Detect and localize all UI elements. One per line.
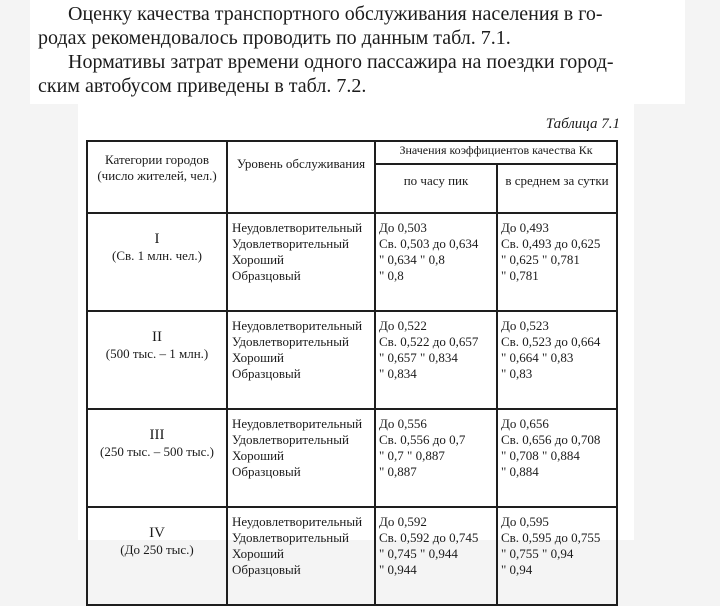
level-cell [227,311,375,409]
header-level: Уровень обслуживания [227,141,375,213]
daily-value: До 0,523 [501,318,549,333]
daily-value: Св. 0,523 до 0,664 [501,334,601,349]
header-peak: по часу пик [375,164,497,214]
intro-line: Нормативы затрат времени одного пассажира на поездки город- [68,51,614,73]
daily-cell [497,311,617,409]
level-label: Образцовый [232,562,301,577]
intro-line: ским автобусом приведены в табл. 7.2. [38,75,367,97]
daily-value: " 0,755 " 0,94 [501,546,574,561]
category-cell [87,507,227,605]
header-daily: в среднем за сутки [497,164,617,214]
level-cell [227,409,375,507]
peak-value: Св. 0,522 до 0,657 [379,334,479,349]
level-label: Неудовлетворительный [232,416,363,431]
table-caption: Таблица 7.1 [545,116,620,132]
daily-value: До 0,493 [501,220,549,235]
category-cell [87,213,227,311]
daily-value: Св. 0,595 до 0,755 [501,530,601,545]
daily-value: " 0,884 [501,464,539,479]
table-row [87,409,617,507]
category-population: (250 тыс. – 500 тыс.) [99,444,215,459]
level-cell [227,507,375,605]
peak-value: До 0,592 [379,514,427,529]
intro-text-block [30,0,685,104]
level-label: Образцовый [232,366,301,381]
category-numeral: IV [149,525,165,541]
daily-value: " 0,625 " 0,781 [501,252,580,267]
table-row [87,507,617,605]
level-label: Неудовлетворительный [232,318,363,333]
level-label: Неудовлетворительный [232,514,363,529]
peak-value: " 0,834 [379,366,417,381]
daily-value: " 0,708 " 0,884 [501,448,580,463]
table-sheet [78,104,634,577]
peak-value: " 0,745 " 0,944 [379,546,458,561]
level-label: Хороший [232,350,284,365]
level-label: Удовлетворительный [232,530,349,545]
peak-value: До 0,503 [379,220,427,235]
level-label: Удовлетворительный [232,334,349,349]
peak-value: До 0,556 [379,416,427,431]
level-label: Удовлетворительный [232,236,349,251]
peak-cell [375,507,497,605]
peak-value: " 0,7 " 0,887 [379,448,445,463]
peak-value: " 0,887 [379,464,417,479]
peak-cell [375,409,497,507]
level-label: Хороший [232,448,284,463]
level-label: Образцовый [232,268,301,283]
level-label: Хороший [232,546,284,561]
quality-coefficient-table [86,140,618,606]
level-label: Образцовый [232,464,301,479]
daily-value: " 0,94 [501,562,533,577]
intro-line: Оценку качества транспортного обслуживания населения в го- [68,3,603,25]
daily-value: " 0,781 [501,268,539,283]
daily-value: До 0,595 [501,514,549,529]
daily-value: Св. 0,656 до 0,708 [501,432,601,447]
level-label: Неудовлетворительный [232,220,363,235]
category-cell [87,409,227,507]
peak-value: Св. 0,503 до 0,634 [379,236,479,251]
category-population: (500 тыс. – 1 млн.) [105,346,209,361]
daily-value: " 0,664 " 0,83 [501,350,574,365]
category-numeral: II [152,329,162,345]
peak-value: Св. 0,592 до 0,745 [379,530,479,545]
peak-value: " 0,634 " 0,8 [379,252,445,267]
intro-line: родах рекомендовалось проводить по данным табл. 7.1. [38,27,511,49]
table-row [87,311,617,409]
daily-cell [497,409,617,507]
peak-value: " 0,657 " 0,834 [379,350,458,365]
category-cell [87,311,227,409]
level-label: Удовлетворительный [232,432,349,447]
header-coefficient: Значения коэффициентов качества Кк [375,141,617,164]
peak-value: " 0,944 [379,562,417,577]
peak-cell [375,311,497,409]
table-row [87,213,617,311]
daily-cell [497,213,617,311]
daily-value: " 0,83 [501,366,533,381]
daily-value: Св. 0,493 до 0,625 [501,236,601,251]
category-population: (До 250 тыс.) [120,542,194,557]
level-label: Хороший [232,252,284,267]
daily-value: До 0,656 [501,416,549,431]
peak-value: " 0,8 [379,268,404,283]
category-population: (Св. 1 млн. чел.) [112,248,202,263]
level-cell [227,213,375,311]
category-numeral: I [154,231,160,247]
peak-cell [375,213,497,311]
peak-value: До 0,522 [379,318,427,333]
peak-value: Св. 0,556 до 0,7 [379,432,466,447]
category-numeral: III [149,427,165,443]
header-category: Категории городов (число жителей, чел.) [87,141,227,213]
daily-cell [497,507,617,605]
